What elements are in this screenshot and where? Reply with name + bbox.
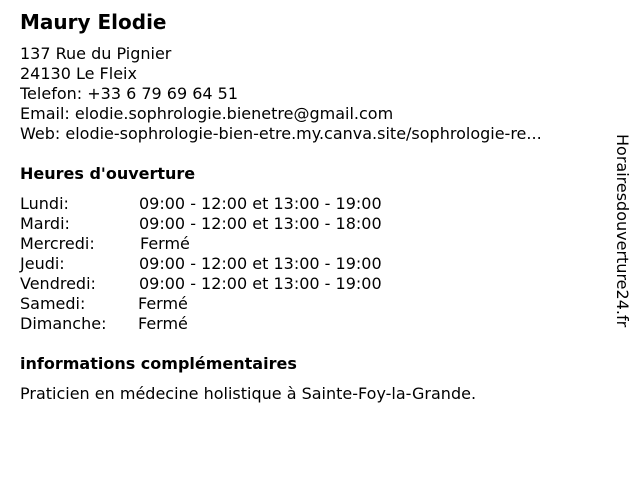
site-watermark: Horairesdouverture24.fr (613, 134, 632, 328)
day-label: Samedi: (20, 294, 86, 313)
hours-value: 09:00 - 12:00 et 13:00 - 18:00 (139, 214, 382, 233)
address-street: 137 Rue du Pignier (20, 44, 172, 63)
email-address[interactable]: Email: elodie.sophrologie.bienetre@gmail.com (20, 104, 394, 123)
phone-number[interactable]: Telefon: +33 6 79 69 64 51 (20, 84, 239, 103)
hours-value: 09:00 - 12:00 et 13:00 - 19:00 (139, 194, 382, 213)
day-label: Jeudi: (20, 254, 65, 273)
hours-value: 09:00 - 12:00 et 13:00 - 19:00 (139, 274, 382, 293)
additional-info-text: Praticien en médecine holistique à Sainte-Foy-la-Grande. (20, 384, 477, 403)
day-label: Vendredi: (20, 274, 96, 293)
hours-value: Fermé (138, 294, 188, 313)
day-label: Lundi: (20, 194, 69, 213)
contact-block (20, 44, 605, 144)
website-link[interactable]: Web: elodie-sophrologie-bien-etre.my.canva.site/sophrologie-re... (20, 124, 542, 143)
additional-info-heading: informations complémentaires (20, 354, 297, 373)
hours-value: Fermé (140, 234, 190, 253)
hours-value: Fermé (138, 314, 188, 333)
address-city: 24130 Le Fleix (20, 64, 137, 83)
day-label: Mardi: (20, 214, 70, 233)
business-name: Maury Elodie (20, 10, 167, 34)
day-label: Mercredi: (20, 234, 95, 253)
hours-value: 09:00 - 12:00 et 13:00 - 19:00 (139, 254, 382, 273)
opening-hours-heading: Heures d'ouverture (20, 164, 196, 183)
day-label: Dimanche: (20, 314, 107, 333)
